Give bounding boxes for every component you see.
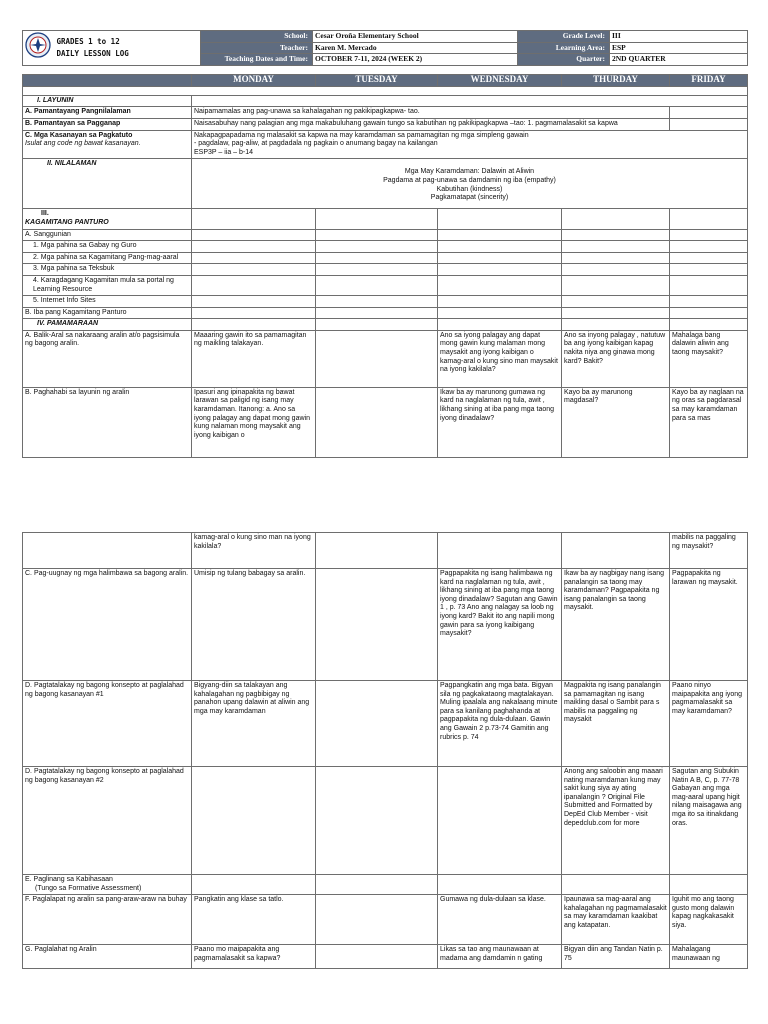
pamantayan-pagganap-row [23,118,748,130]
grade-level-label: Grade Level: [518,31,610,43]
paglalapat-label: F. Paglalapat ng aralin sa pang-araw-araw na buhay [23,895,192,945]
kasanayan-row [23,130,748,159]
nilalaman-row [23,159,748,209]
paghahabi-friday-continued: mabilis na paggaling ng maysakit? [670,533,748,569]
paghahabi-label: B. Paghahabi sa layunin ng aralin [23,387,192,457]
kagamitan-heading-row [23,209,748,229]
pagtatalakay-2-row [23,767,748,875]
teksbuk-label: 3. Mga pahina sa Teksbuk [23,264,192,276]
days-header-row [23,74,748,86]
lesson-table [22,74,748,458]
pamantayang-pangnilalaman-value: Naipamamalas ang pag-unawa sa kahalagahan ng pakikipagkapwa- tao. [192,107,670,119]
document-title [55,31,201,66]
nilalaman-line-4: Pagkamatapat (sincerity) [430,194,509,202]
paghahabi-continued-row [23,533,748,569]
kasanayan-label-cell [23,130,192,159]
dates-value: OCTOBER 7-11, 2024 (WEEK 2) [313,54,518,66]
nilalaman-line-1: Mga May Karamdaman: Dalawin at Aliwin [404,168,535,176]
pagtatalakay-1-thursday: Magpakita ng isang panalangin sa pamamagitan ng isang maikling dasal o Sambit para s mabilis na paggaling ng maysakit [562,681,670,767]
nilalaman-heading: II. NILALAMAN [23,159,192,209]
balik-aral-wednesday: Ano sa iyong palagay ang dapat mong gawin kung malaman mong maysakit ang iyong kaibigan o kamag-aral o kung sino man maysakit na iyong kakilala? [438,330,562,387]
balik-aral-row [23,330,748,387]
paglalahat-friday: Mahalagang maunawaan ng [670,945,748,969]
pamantayan-pagganap-value: Naisasabuhay nang palagian ang mga makabuluhang gawain tungo sa kabutihan ng pakikipagkapwa –tao: 1. pagmamalasakit sa kapwa [192,118,670,130]
pag-uugnay-monday: Umisip ng tulang babagay sa aralin. [192,569,316,681]
school-value: Cesar Oroña Elementary School [313,31,518,43]
paglalahat-row [23,945,748,969]
pagtatalakay-1-label: D. Pagtatalakay ng bagong konsepto at paglalahad ng bagong kasanayan #1 [23,681,192,767]
pagtatalakay-1-wednesday: Pagpangkatin ang mga bata. Bigyan sila ng pagkakataong magtalakayan. Muling ipaalala ang nakalaang minute para sa kanilang paghahanda at pagpapakita ng dula-dulaan. Gawin ang Gawain 2 p.73-74 Gamitin ang rubrics p. 74 [438,681,562,767]
title-line-1: GRADES 1 to 12 [56,36,120,46]
kagamitang-pang-mag-aaral-label: 2. Mga pahina sa Kagamitang Pang-mag-aaral [23,252,192,264]
nilalaman-line-2: Pagdama at pag-unawa sa damdamin ng iba (empathy) [383,176,556,184]
day-monday: MONDAY [192,74,316,86]
deped-seal-logo [23,31,55,66]
quarter-value: 2ND QUARTER [610,54,748,66]
gabay-guro-label: 1. Mga pahina sa Gabay ng Guro [23,241,192,253]
layunin-heading: I. LAYUNIN [23,95,192,107]
nilalaman-content [192,159,748,209]
kasanayan-line-2: - pagdalaw, pag-aliw, at pagdadala ng pagkain o anumang bagay na kailangan [194,140,438,148]
teacher-value: Karen M. Mercado [313,42,518,54]
lesson-log-page-2 [22,532,747,969]
paghahabi-monday-continued: kamag-aral o kung sino man na iyong kakilala? [192,533,316,569]
pagtatalakay-1-friday: Paano ninyo maipapakita ang iyong pagmamalasakit sa may karamdaman? [670,681,748,767]
kagamitan-heading: KAGAMITANG PANTURO [25,218,109,226]
paglinang-label-cell [23,875,192,895]
pamantayang-pangnilalaman-row [23,107,748,119]
paghahabi-friday: Kayo ba ay naglaan na ng oras sa pagdarasal sa may karamdaman para sa mas [670,387,748,457]
pag-uugnay-wednesday: Pagpapakita ng isang halimbawa ng kard na naglalaman ng tula, awit , likhang sining at iba pang mga taong iyong dinadalaw? Sagutan ang Gawin 1 , p. 73 Ano ang nalagay sa loob ng iyong kard? Bakit ito ang napili mong gawin para sa iyong kaibigang maysakit? [438,569,562,681]
paglalapat-monday: Pangkatin ang klase sa tatlo. [192,895,316,945]
paglalahat-thursday: Bigyan diin ang Tandan Natin p. 75 [562,945,670,969]
pagtatalakay-2-thursday: Anong ang saloobin ang maaari nating maramdaman kung may sakit kung siya ay ating ipanalangin ? Original File Submitted and Formatted by DepEd Club Member - visit depedclub.com for more [562,767,670,875]
learning-area-label: Learning Area: [518,42,610,54]
pamantayan-pagganap-label: B. Pamantayan sa Pagganap [23,118,192,130]
paghahabi-monday: Ipasuri ang ipinapakita ng bawat larawan sa paligid ng isang may karamdaman. Itanong: a. Ano sa iyong palagay ang dapat mong gawin kung nalaman mong maysakit ang iyong kaibigan o [192,387,316,457]
pamamaraan-heading: IV. PAMAMARAAN [23,319,192,331]
paglinang-sublabel: (Tungo sa Formative Assessment) [35,884,142,892]
kasanayan-code: ESP3P – iia – b-14 [194,148,254,156]
kagamitan-heading-number: III. [41,210,49,218]
pagtatalakay-1-row [23,681,748,767]
lesson-log-page-1 [22,30,747,458]
dates-label: Teaching Dates and Time: [201,54,313,66]
pag-uugnay-label: C. Pag-uugnay ng mga halimbawa sa bagong aralin. [23,569,192,681]
paglalapat-friday: Iguhit mo ang taong gusto mong dalawin kapag nagkakasakit siya. [670,895,748,945]
school-label: School: [201,31,313,43]
paghahabi-row [23,387,748,457]
day-thursday: THURDAY [562,74,670,86]
paglalapat-row [23,895,748,945]
learning-area-value: ESP [610,42,748,54]
balik-aral-monday: Maaaring gawin ito sa pamamagitan ng maikling talakayan. [192,330,316,387]
kagamitan-heading-cell [23,209,192,229]
balik-aral-label: A. Balik-Aral sa nakaraang aralin at/o pagsisimula ng bagong aralin. [23,330,192,387]
lesson-table-continued [22,532,748,969]
paglalahat-monday: Paano mo maipapakita ang pagmamalasakit sa kapwa? [192,945,316,969]
quarter-label: Quarter: [518,54,610,66]
kasanayan-sublabel: Isulat ang code ng bawat kasanayan. [25,140,141,148]
pag-uugnay-thursday: Ikaw ba ay nagbigay nang isang panalangin sa taong may karamdaman? Pagpapakita ng isang panalangin sa taong maysakit. [562,569,670,681]
kasanayan-label: C. Mga Kasanayan sa Pagkatuto [25,131,133,139]
sanggunian-label: A. Sanggunian [23,229,192,241]
paghahabi-wednesday: Ikaw ba ay marunong gumawa ng kard na naglalaman ng tula, awit , likhang sining at iba pang mga taong iyong dinadalaw? [438,387,562,457]
pagtatalakay-2-friday: Sagutan ang Subukin Natin A B, C, p. 77-78 Gabayan ang mga mag-aaral upang higit nilang maisagawa ang mga ito sa itinakdang oras. [670,767,748,875]
teacher-label: Teacher: [201,42,313,54]
pag-uugnay-friday: Pagpapakita ng larawan ng maysakit. [670,569,748,681]
balik-aral-friday: Mahalaga bang dalawin aliwin ang taong maysakit? [670,330,748,387]
balik-aral-thursday: Ano sa inyong palagay , natutuw ba ang iyong kaibigan kapag nakita niya ang ginawa mong kard? Bakit? [562,330,670,387]
pag-uugnay-row [23,569,748,681]
paglinang-label: E. Paglinang sa Kabihasaan [25,876,113,883]
iba-pang-kagamitan-label: B. Iba pang Kagamitang Panturo [23,307,192,319]
pagtatalakay-2-label: D. Pagtatalakay ng bagong konsepto at paglalahad ng bagong kasanayan #2 [23,767,192,875]
nilalaman-line-3: Kabutihan (kindness) [436,185,503,193]
layunin-heading-row [23,95,748,107]
pamantayang-pangnilalaman-label: A. Pamantayang Pangnilalaman [23,107,192,119]
learning-resource-label: 4. Karagdagang Kagamitan mula sa portal ng Learning Resource [23,275,192,295]
internet-info-sites-label: 5. Internet Info Sites [23,296,192,308]
paghahabi-thursday: Kayo ba ay marunong magdasal? [562,387,670,457]
kasanayan-line-1: Nakapagpapadama ng malasakit sa kapwa na may karamdaman sa pamamagitan ng mga simpleng gawain [194,131,529,139]
paglinang-row [23,875,748,895]
pagtatalakay-1-monday: Bigyang-diin sa talakayan ang kahalagahan ng pagbibigay ng panahon upang dalawin at aliwin ang mga may karamdaman [192,681,316,767]
grade-level-value: III [610,31,748,43]
kasanayan-value [192,130,748,159]
day-friday: FRIDAY [670,74,748,86]
header-table [22,30,748,66]
day-wednesday: WEDNESDAY [438,74,562,86]
paglalahat-wednesday: Likas sa tao ang maunawaan at madama ang damdamin n gating [438,945,562,969]
day-tuesday: TUESDAY [316,74,438,86]
paglalapat-thursday: Ipaunawa sa mag-aaral ang kahalagahan ng pagmamalasakit sa may karamdaman kaakibat ang katapatan. [562,895,670,945]
paglalahat-label: G. Paglalahat ng Aralin [23,945,192,969]
paglalapat-wednesday: Gumawa ng dula-dulaan sa klase. [438,895,562,945]
title-line-2: DAILY LESSON LOG [56,48,129,58]
